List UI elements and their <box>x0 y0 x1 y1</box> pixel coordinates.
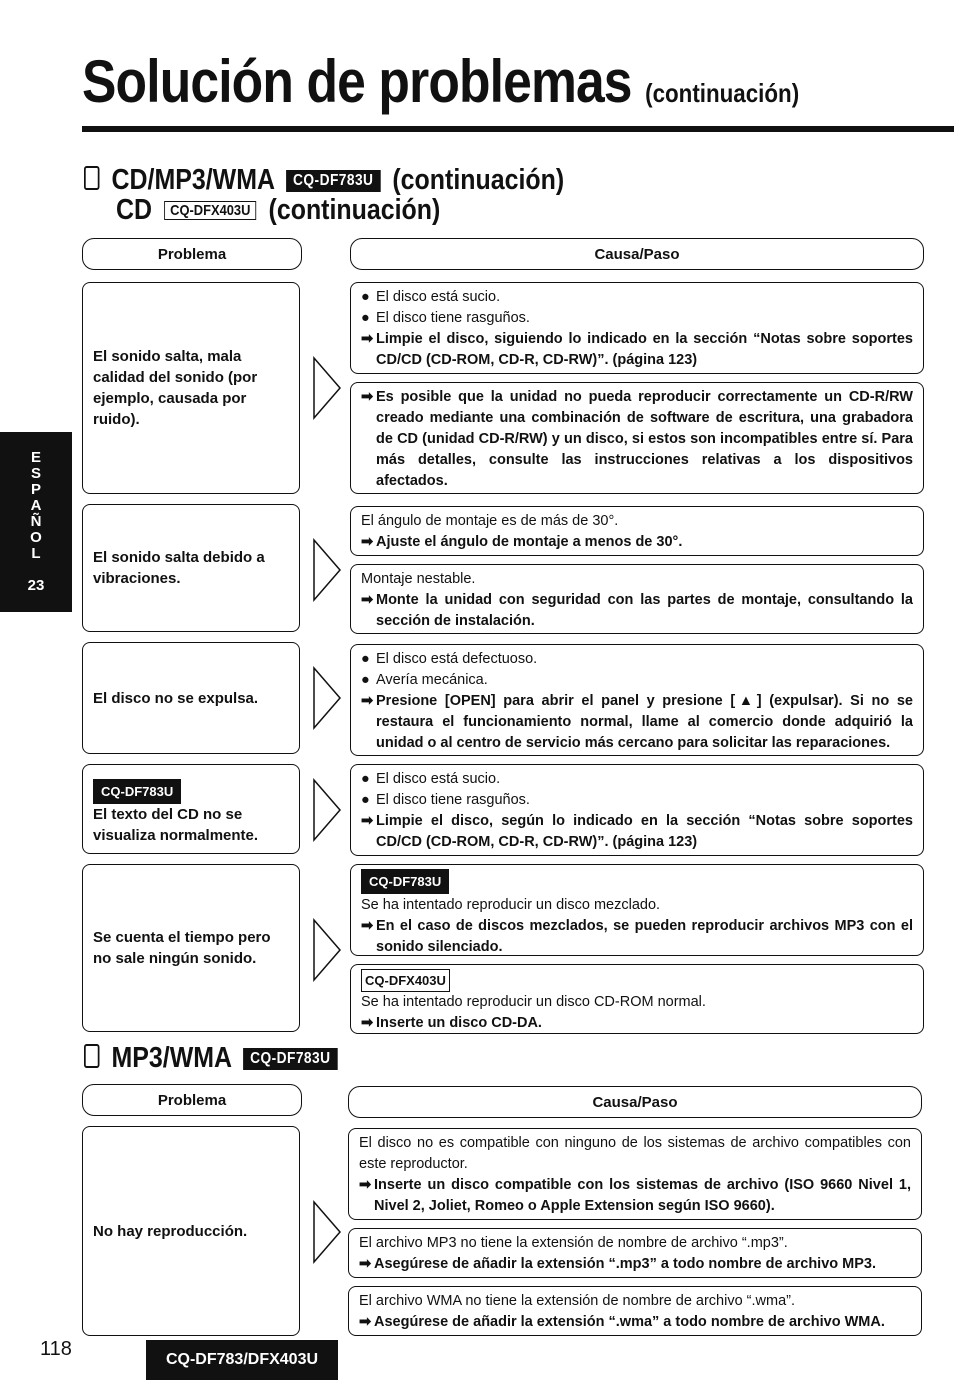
cause-box <box>350 644 924 756</box>
section-heading-cd-mp3-wma <box>84 166 564 195</box>
page-number: 118 <box>40 1338 72 1360</box>
cause-step: ➡ Es posible que la unidad no pueda reproducir correctamente un CD-R/RW creado mediante una combinación de software de escritura, una grabadora de CD (unidad CD-R/RW) y un disco, si estos son incompatibles entre sí. Para más detalles, consulte las instrucciones relativas a los dispositivos afectados. <box>361 389 913 489</box>
language-letter: A <box>30 497 42 514</box>
model-tag: CQ-DF783U <box>93 779 181 804</box>
arrow-right-icon <box>312 538 342 602</box>
page-title-main: Solución de problemas <box>82 48 632 115</box>
cause-line: Se ha intentado reproducir un disco mezclado. <box>361 897 661 913</box>
problem-box <box>82 864 300 1032</box>
problem-text: No hay reproducción. <box>93 1222 248 1240</box>
arrow-right-icon <box>312 1200 342 1264</box>
header-problem: Problema <box>82 238 302 270</box>
language-letter: O <box>30 529 42 546</box>
problem-box <box>82 764 300 854</box>
model-tag: CQ-DFX403U <box>361 969 450 992</box>
cause-box <box>350 864 924 956</box>
language-letter: Ñ <box>30 513 42 530</box>
section-name: CD/MP3/WMA <box>111 164 275 196</box>
section-suffix: (continuación) <box>268 194 441 226</box>
arrow-right-icon <box>312 918 342 982</box>
page-title <box>82 48 800 115</box>
cause-box <box>348 1228 922 1278</box>
cause-line: Se ha intentado reproducir un disco CD-ROM normal. <box>361 994 706 1010</box>
language-letter: L <box>31 545 41 562</box>
cause-box <box>350 382 924 494</box>
cause-box <box>350 506 924 556</box>
problem-text: El sonido salta, mala calidad del sonido (por ejemplo, causada por ruido). <box>93 348 258 428</box>
cause-step: ➡ En el caso de discos mezclados, se pueden reproducir archivos MP3 con el sonido silenciado. <box>361 918 913 955</box>
cause-box <box>350 564 924 634</box>
section-name: CD <box>116 194 153 226</box>
cause-line: ● Avería mecánica. <box>361 672 488 688</box>
page-title-sub: (continuación) <box>645 78 800 108</box>
cause-step: ➡ Inserte un disco CD-DA. <box>361 1015 542 1031</box>
problem-text: Se cuenta el tiempo pero no sale ningún sonido. <box>93 929 271 967</box>
section-heading-mp3-wma <box>84 1044 342 1073</box>
section-heading-cd <box>116 196 440 225</box>
cause-line: El ángulo de montaje es de más de 30°. <box>361 513 619 529</box>
chapter-number: 23 <box>27 577 45 594</box>
model-tag: CQ-DFX403U <box>164 201 256 220</box>
title-rule <box>82 126 954 132</box>
cause-step: ➡ Limpie el disco, siguiendo lo indicado en la sección “Notas sobre soportes CD/CD (CD-ROM, CD-R, CD-RW)”. (página 123) <box>361 331 913 368</box>
language-letter: E <box>30 449 41 466</box>
footer-model: CQ-DF783/DFX403U <box>146 1340 338 1380</box>
cause-step: ➡ Presione [OPEN] para abrir el panel y presione [▲] (expulsar). Si no se restaura el funcionamiento normal, llame al comercio donde adquirió la unidad o al centro de servicio más cercano para solicitar las reparaciones. <box>361 693 913 751</box>
cause-line: El archivo MP3 no tiene la extensión de nombre de archivo “.mp3”. <box>359 1235 788 1251</box>
arrow-right-icon <box>312 778 342 842</box>
cause-line: ● El disco está defectuoso. <box>361 651 538 667</box>
language-letter: S <box>30 465 41 482</box>
cause-step: ➡ Monte la unidad con seguridad con las partes de montaje, consultando la sección de instalación. <box>361 592 913 629</box>
language-letter: P <box>30 481 41 498</box>
cause-box <box>348 1128 922 1220</box>
problem-text: El texto del CD no se visualiza normalmente. <box>93 806 259 844</box>
problem-box <box>82 642 300 754</box>
arrow-right-icon <box>312 666 342 730</box>
cause-step: ➡ Limpie el disco, según lo indicado en la sección “Notas sobre soportes CD/CD (CD-ROM, CD-R, CD-RW)”. (página 123) <box>361 813 913 850</box>
header-cause: Causa/Paso <box>348 1086 922 1118</box>
problem-box <box>82 282 300 494</box>
square-bullet-icon <box>84 1044 99 1068</box>
model-tag: CQ-DF783U <box>286 170 380 192</box>
problem-text: El disco no se expulsa. <box>93 689 259 707</box>
cause-line: El archivo WMA no tiene la extensión de nombre de archivo “.wma”. <box>359 1293 796 1309</box>
cause-line: ● El disco está sucio. <box>361 771 501 787</box>
cause-box <box>350 282 924 374</box>
problem-box <box>82 1126 300 1336</box>
language-tab <box>0 432 72 612</box>
cause-box <box>350 764 924 856</box>
model-tag: CQ-DF783U <box>243 1048 337 1070</box>
header-problem: Problema <box>82 1084 302 1116</box>
model-tag: CQ-DF783U <box>361 869 449 894</box>
cause-line: Montaje nestable. <box>361 571 476 587</box>
cause-line: ● El disco está sucio. <box>361 289 501 305</box>
cause-step: ➡ Asegúrese de añadir la extensión “.wma” a todo nombre de archivo WMA. <box>359 1314 885 1330</box>
arrow-right-icon <box>312 356 342 420</box>
section-suffix: (continuación) <box>392 164 565 196</box>
problem-box <box>82 504 300 632</box>
square-bullet-icon <box>84 166 99 190</box>
section-name: MP3/WMA <box>111 1042 232 1074</box>
cause-step: ➡ Inserte un disco compatible con los sistemas de archivo (ISO 9660 Nivel 1, Nivel 2, Joliet, Romeo o Apple Extension según ISO 9660). <box>359 1177 911 1214</box>
header-cause: Causa/Paso <box>350 238 924 270</box>
cause-box <box>348 1286 922 1336</box>
cause-line: El disco no es compatible con ninguno de los sistemas de archivo compatibles con este reproductor. <box>359 1135 911 1172</box>
cause-box <box>350 964 924 1034</box>
cause-line: ● El disco tiene rasguños. <box>361 310 530 326</box>
cause-step: ➡ Ajuste el ángulo de montaje a menos de 30°. <box>361 534 683 550</box>
problem-text: El sonido salta debido a vibraciones. <box>93 549 265 587</box>
cause-step: ➡ Asegúrese de añadir la extensión “.mp3” a todo nombre de archivo MP3. <box>359 1256 876 1272</box>
cause-line: ● El disco tiene rasguños. <box>361 792 530 808</box>
